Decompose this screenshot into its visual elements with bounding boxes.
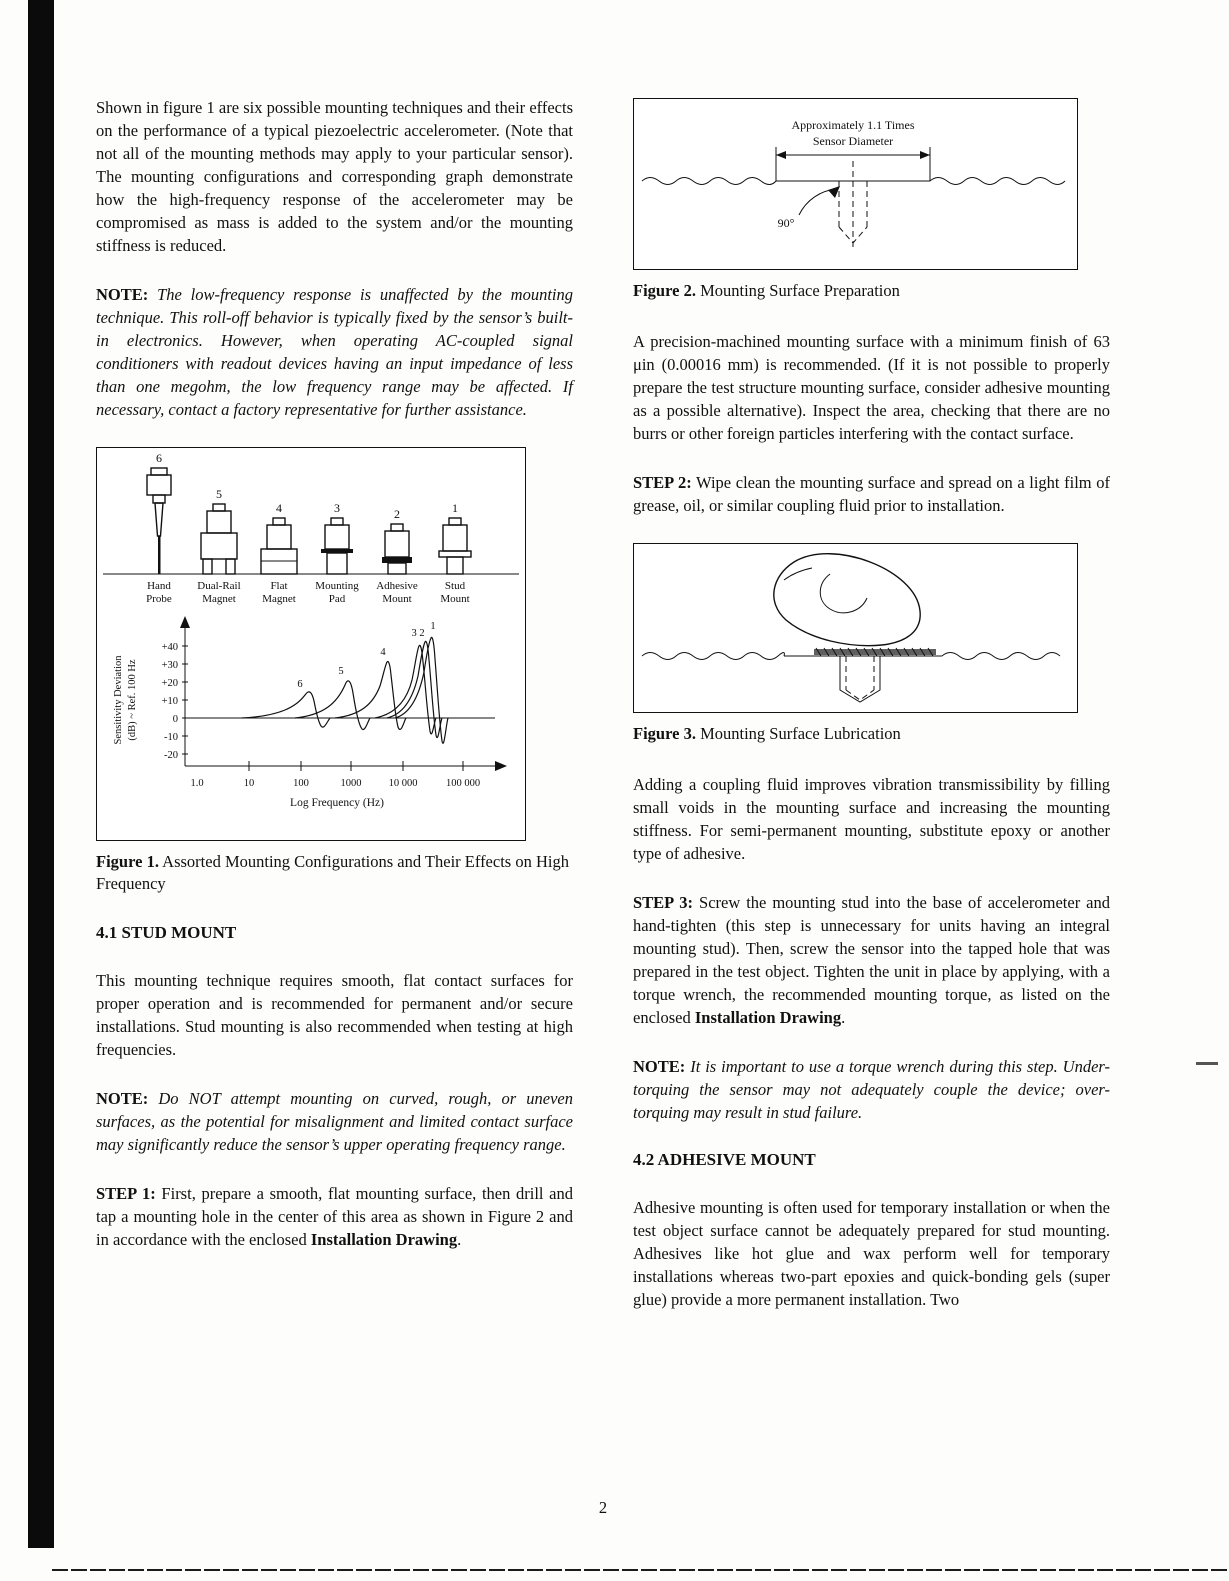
mount-label: Magnet (262, 593, 296, 605)
x-tick: 100 000 (445, 778, 481, 789)
note-text: Do NOT attempt mounting on curved, rough, or uneven surfaces, as the potential for misalignment and limited contact surface may significantly reduce the sensor’s upper operating frequency range. (96, 1089, 573, 1154)
scan-artifact-left-bar (28, 0, 54, 1548)
mount-label: Dual-Rail (197, 580, 241, 592)
installation-drawing-ref: Installation Drawing (310, 1230, 458, 1249)
rough-surface-right (930, 178, 1065, 185)
tapped-hole (840, 656, 880, 702)
mount-label: Stud (444, 580, 466, 592)
mount-label: Probe (146, 593, 172, 605)
mount-number: 1 (452, 501, 458, 515)
rough-surface-left (642, 653, 784, 660)
mount-label: Pad (328, 593, 346, 605)
y-axis-arrow (180, 616, 190, 628)
curve-label-1: 1 (430, 621, 436, 632)
y-tick: +10 (161, 696, 178, 707)
figure-2-caption-text: Mounting Surface Preparation (695, 281, 900, 300)
x-tick: 10 000 (388, 778, 418, 789)
adhesive-mount-icon (382, 507, 412, 574)
dimension-arrow-right (920, 151, 930, 159)
step-2-label: STEP 2: (633, 473, 692, 492)
curve-2 (387, 641, 442, 737)
figure-3 (633, 543, 1078, 713)
note-paragraph-2 (96, 1087, 573, 1156)
installation-drawing-ref: Installation Drawing (694, 1008, 842, 1027)
hand-probe-icon (147, 451, 171, 574)
figure-1 (96, 447, 526, 841)
surface-finish-paragraph: A precision-machined mounting surface with a minimum finish of 63 μin (0.00016 mm) is recommended. (If it is not possible to properly prepare the test structure mounting surface, consider adhesive mounting as a possible alternative). Inspect the area, checking that there are no burrs or other foreign particles interfering with the contact surface. (633, 332, 1110, 443)
coupling-fluid-paragraph: Adding a coupling fluid improves vibration transmissibility by filling small voids in the mounting surface and increasing the mounting stiffness. For semi-permanent mounting, substitute epoxy or another type of adhesive. (633, 775, 1110, 863)
figure-3-drawing (634, 544, 1077, 712)
step-3-label: STEP 3: (633, 893, 694, 912)
step-3-text-end: . (841, 1008, 846, 1027)
x-tick: 100 (293, 778, 309, 789)
angle-arrowhead (828, 186, 840, 198)
mount-number: 6 (156, 451, 162, 465)
dimension-annotation-line2: Sensor Diameter (812, 134, 894, 148)
curve-4 (335, 662, 406, 730)
figure-1-caption-text: Assorted Mounting Configurations and Their Effects on High Frequency (96, 852, 569, 893)
y-axis-label: Sensitivity Deviation (113, 655, 124, 745)
scan-artifact-right-dash (1196, 1062, 1218, 1065)
note-text: It is important to use a torque wrench during this step. Under-torquing the sensor may not adequately couple the device; over-torquing may result in stud failure. (633, 1057, 1110, 1122)
step-1-text: First, prepare a smooth, flat mounting surface, then drill and tap a mounting hole in the center of this area as shown in Figure 2 and in accordance with the enclosed (96, 1184, 573, 1249)
mount-number: 3 (334, 501, 340, 515)
curve-3 (375, 645, 436, 734)
step-2-text: Wipe clean the mounting surface and spread on a light film of grease, oil, or similar coupling fluid prior to installation. (633, 473, 1110, 515)
mount-label: Mounting (315, 580, 359, 592)
curve-5 (295, 681, 370, 730)
mount-label: Flat (270, 580, 288, 592)
curve-label-6: 6 (297, 679, 303, 690)
note-label: NOTE: (633, 1057, 686, 1076)
figure-3-caption-label: Figure 3. (633, 724, 696, 743)
x-axis-arrow (495, 761, 507, 771)
mount-label: Mount (440, 593, 470, 605)
curve-label-5: 5 (338, 666, 344, 677)
section-4-1-heading: 4.1 STUD MOUNT (96, 923, 237, 942)
mount-label: Hand (147, 580, 171, 592)
figure-3-caption-text: Mounting Surface Lubrication (695, 724, 901, 743)
figure-3-caption (633, 723, 1110, 745)
step-2-paragraph (633, 471, 1110, 517)
angle-label: 90° (777, 216, 795, 230)
note-text: The low-frequency response is unaffected by the mounting technique. This roll-off behavior is typically fixed by the sensor’s built-in electronics. However, when operating AC-coupled signal conditioners with readout devices having an input impedance of less than one megohm, the low frequency range may be affected. If necessary, contact a factory representative for further assistance. (96, 285, 573, 419)
note-paragraph-3 (633, 1055, 1110, 1124)
figure-1-drawing (97, 448, 525, 840)
figure-1-caption-label: Figure 1. (96, 852, 159, 871)
mount-label: Adhesive (376, 580, 418, 592)
adhesive-mount-paragraph: Adhesive mounting is often used for temporary installation or when the test object surface cannot be adequately prepared for stud mounting. Adhesives like hot glue and wax perform well for temporary installations whereas two-part epoxies and quick-bonding gels (super glue) provide a more permanent installation. Two (633, 1198, 1110, 1309)
step-3-text: Screw the mounting stud into the base of accelerometer and hand-tighten (this step is unnecessary for units having an integral mounting stud). Then, screw the sensor into the tapped hole that was prepared in the test object. Tighten the unit in place by applying, with a torque wrench, the recommended mounting torque, as listed on the enclosed (633, 893, 1110, 1027)
intro-paragraph: Shown in figure 1 are six possible mounting techniques and their effects on the performance of a typical piezoelectric accelerometer. (Note that not all of the mounting methods may apply to your particular sensor). The mounting configurations and corresponding graph demonstrate how the high-frequency response of the accelerometer may be compromised as mass is added to the system and/or the mounting stiffness is reduced. (96, 98, 573, 255)
dimension-annotation-line1: Approximately 1.1 Times (791, 118, 915, 132)
step-3-paragraph (633, 891, 1110, 1029)
mount-label: Mount (382, 593, 412, 605)
dual-rail-magnet-icon (201, 487, 237, 574)
stud-mount-icon (439, 501, 471, 574)
x-tick: 1000 (340, 778, 362, 789)
page-number: 2 (598, 1498, 608, 1517)
page-content (96, 96, 1110, 1337)
y-axis-label: (dB) ~ Ref. 100 Hz (127, 659, 138, 741)
x-tick: 1.0 (190, 778, 204, 789)
step-1-label: STEP 1: (96, 1184, 156, 1203)
curve-label-3-2: 3 2 (411, 628, 425, 639)
frequency-response-graph (113, 616, 507, 809)
curve-6 (242, 692, 330, 727)
y-tick: -10 (164, 732, 178, 743)
y-tick: 0 (172, 714, 178, 725)
figure-2-drawing (634, 99, 1077, 269)
note-paragraph-1 (96, 283, 573, 421)
section-4-2-heading: 4.2 ADHESIVE MOUNT (633, 1150, 816, 1169)
note-label: NOTE: (96, 1089, 149, 1108)
figure-2 (633, 98, 1078, 270)
mounting-pad-icon (321, 501, 353, 574)
rough-surface-left (642, 178, 776, 185)
dimension-arrow-left (776, 151, 786, 159)
flat-magnet-icon (261, 501, 297, 574)
left-column (96, 96, 573, 1337)
mount-label: Magnet (202, 593, 236, 605)
stud-mount-paragraph: This mounting technique requires smooth, flat contact surfaces for proper operation and is recommended for permanent and/or secure installations. Stud mounting is also recommended when testing at high frequencies. (96, 971, 573, 1059)
mount-labels (146, 580, 470, 605)
scan-artifact-bottom-line (52, 1569, 1229, 1571)
y-tick: -20 (164, 750, 178, 761)
rough-surface-right (942, 653, 1060, 660)
y-tick: +40 (161, 642, 178, 653)
figure-2-caption-label: Figure 2. (633, 281, 696, 300)
note-label: NOTE: (96, 285, 149, 304)
figure-2-caption (633, 280, 1110, 302)
finger-illustration (774, 554, 920, 646)
figure-1-caption (96, 851, 573, 895)
y-tick: +20 (161, 678, 178, 689)
step-1-text-end: . (457, 1230, 462, 1249)
step-1-paragraph (96, 1182, 573, 1251)
curve-label-4: 4 (380, 647, 386, 658)
x-axis-label: Log Frequency (Hz) (290, 797, 384, 809)
x-tick: 10 (243, 778, 255, 789)
mount-number: 4 (276, 501, 282, 515)
mount-number: 2 (394, 507, 400, 521)
mount-number: 5 (216, 487, 222, 501)
y-tick: +30 (161, 660, 178, 671)
coupling-fluid-film (814, 648, 936, 656)
right-column (633, 96, 1110, 1337)
